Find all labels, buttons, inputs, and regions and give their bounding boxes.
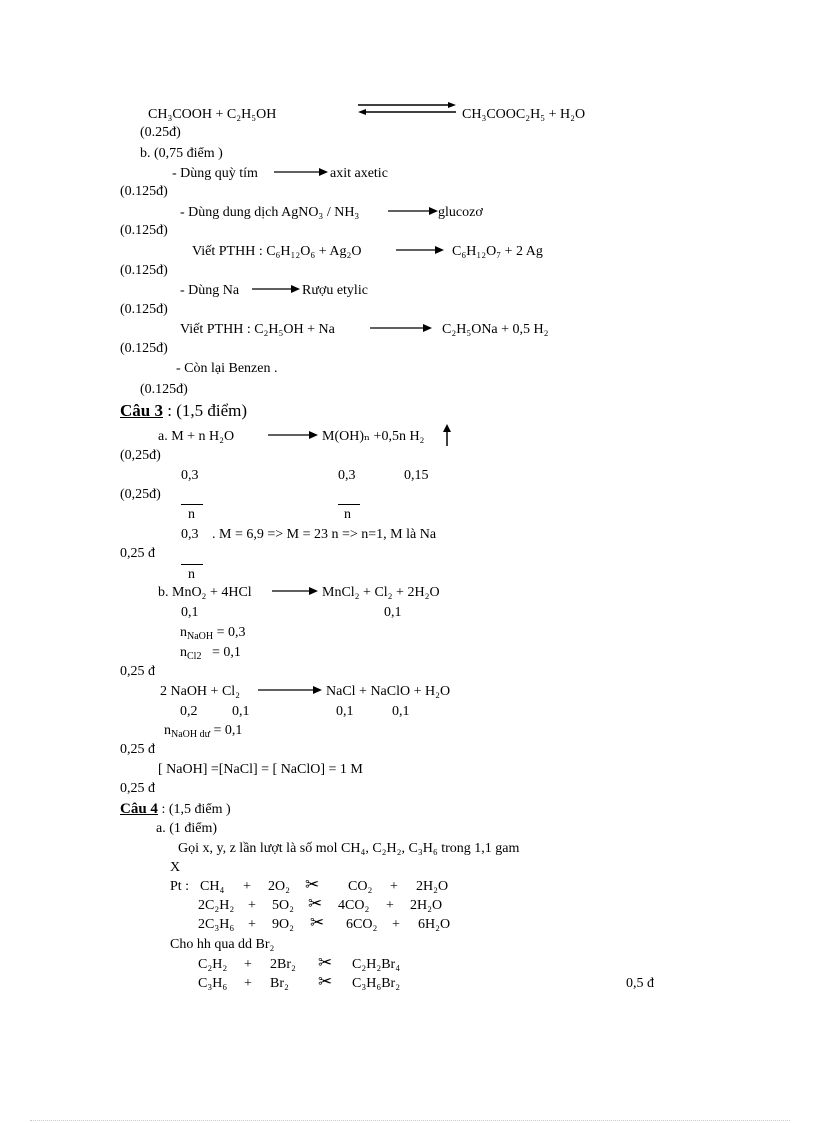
- goi-text: Gọi x, y, z lần lượt là số mol CH₄, C₂H₂, C₃H₆ trong 1,1 gam: [178, 841, 520, 856]
- agno3-text: - Dùng dung dịch AgNO₃ / NH₃: [180, 205, 360, 220]
- c3b-right: MnCl₂ + Cl₂ + 2H₂O: [322, 585, 440, 600]
- reactant: 5O₂: [272, 898, 294, 913]
- eq-naoh-right: NaCl + NaClO + H₂O: [326, 684, 451, 699]
- score: (0.125đ): [120, 341, 168, 356]
- product: C₃H₆Br₂: [352, 976, 401, 991]
- pt-label: Pt :: [170, 879, 190, 894]
- cau4-heading: [120, 800, 231, 819]
- scissors-icon: ✂: [310, 913, 325, 932]
- product: 6H₂O: [418, 917, 451, 932]
- n-cl2-value: = 0,1: [211, 645, 241, 660]
- calc-value: 0,3: [181, 527, 199, 542]
- cau3-points: : (1,5 điểm): [162, 401, 248, 420]
- score: 0,25 đ: [120, 546, 155, 561]
- eq-naoh-left: 2 NaOH + Cl₂: [160, 684, 241, 699]
- pthh1-left: Viết PTHH : C₆H₁₂O₆ + Ag₂O: [192, 244, 362, 259]
- plus: +: [390, 879, 398, 894]
- arrow-icon: [388, 206, 438, 216]
- arrow-icon: [252, 284, 300, 294]
- score: (0,25đ): [120, 487, 161, 502]
- hh-text: Cho hh qua dd Br₂: [170, 937, 275, 952]
- score: (0.125đ): [120, 263, 168, 278]
- fraction-bar: [181, 564, 203, 565]
- reactant: Br₂: [270, 976, 289, 991]
- n-naoh-du: $n_{NaOH dư} = 0,1$: [164, 723, 243, 740]
- cau3-title: Câu 3: [120, 401, 163, 420]
- score: 0,25 đ: [120, 664, 155, 679]
- quy-tim-text: - Dùng quỳ tím: [172, 166, 258, 181]
- n-cl2: $n_{Cl2}$ = 0,1: [180, 645, 241, 662]
- arrow-icon: [258, 685, 322, 695]
- scissors-icon: ✂: [305, 875, 320, 894]
- equilibrium-arrow-icon: [356, 102, 458, 116]
- mol-value: 0,2: [180, 704, 198, 719]
- mol-value: 0,1: [392, 704, 410, 719]
- product: 2H₂O: [410, 898, 443, 913]
- cau4-points: : (1,5 điểm ): [157, 802, 231, 817]
- reactant: 2O₂: [268, 879, 290, 894]
- eq1-left: CH₃COOH + C₂H₅OH: [148, 107, 277, 122]
- reactant: 2C₂H₂: [198, 898, 235, 913]
- mol-value: 0,15: [404, 468, 429, 483]
- plus: +: [244, 957, 252, 972]
- n-naoh-value: = 0,3: [216, 625, 246, 640]
- quy-tim-result: axit axetic: [330, 166, 388, 181]
- scissors-icon: ✂: [318, 953, 333, 972]
- fraction-bar: [338, 504, 360, 505]
- arrow-icon: [370, 323, 432, 333]
- reactant: 9O₂: [272, 917, 294, 932]
- plus: +: [392, 917, 400, 932]
- score: 0,25 đ: [120, 742, 155, 757]
- reactant: 2Br₂: [270, 957, 296, 972]
- score: (0.125đ): [120, 184, 168, 199]
- c3a-left: a. M + n H₂O: [158, 429, 235, 444]
- product: 6CO₂: [346, 917, 378, 932]
- scissors-icon: ✂: [308, 894, 323, 913]
- fraction-denominator: n: [344, 507, 351, 522]
- score: (0.125đ): [120, 223, 168, 238]
- plus: +: [244, 976, 252, 991]
- reactant: C₃H₆: [198, 976, 228, 991]
- plus: +: [386, 898, 394, 913]
- score: 0,5 đ: [626, 976, 654, 991]
- mol-value: 0,3: [181, 468, 199, 483]
- product: 4CO₂: [338, 898, 370, 913]
- c3a-right: M(OH)ₙ +0,5n H₂: [322, 429, 425, 444]
- plus: +: [248, 898, 256, 913]
- n-naoh-du-value: = 0,1: [213, 723, 243, 738]
- pthh2-left: Viết PTHH : C₂H₅OH + Na: [180, 322, 335, 337]
- product: C₂H₂Br₄: [352, 957, 401, 972]
- concentration-line: [ NaOH] =[NaCl] = [ NaClO] = 1 M: [158, 762, 363, 777]
- reactant: 2C₃H₆: [198, 917, 235, 932]
- score: 0,25 đ: [120, 781, 155, 796]
- c4a-heading: a. (1 điểm): [156, 821, 218, 836]
- fraction-bar: [181, 504, 203, 505]
- score: (0.125đ): [120, 302, 168, 317]
- pthh2-right: C₂H₅ONa + 0,5 H₂: [442, 322, 549, 337]
- fraction-denominator: n: [188, 567, 195, 582]
- part-b-heading: b. (0,75 điểm ): [140, 146, 223, 161]
- score: (0.125đ): [140, 382, 188, 397]
- scissors-icon: ✂: [318, 972, 333, 991]
- page-footer-divider: [30, 1120, 790, 1121]
- product: CO₂: [348, 879, 373, 894]
- fraction-denominator: n: [188, 507, 195, 522]
- mol-value: 0,1: [336, 704, 354, 719]
- mol-value: 0,1: [232, 704, 250, 719]
- score: (0,25đ): [120, 448, 161, 463]
- score: (0.25đ): [140, 125, 181, 140]
- na-text: - Dùng Na: [180, 283, 240, 298]
- pthh1-right: C₆H₁₂O₇ + 2 Ag: [452, 244, 543, 259]
- x-label: X: [170, 860, 181, 875]
- arrow-icon: [268, 430, 318, 440]
- benzen-text: - Còn lại Benzen .: [176, 361, 278, 376]
- arrow-icon: [396, 245, 444, 255]
- cau3-heading: [120, 402, 247, 420]
- agno3-result: glucozơ: [438, 205, 483, 220]
- reactant: C₂H₂: [198, 957, 228, 972]
- na-result: Rượu etylic: [302, 283, 368, 298]
- calc-text: . M = 6,9 => M = 23 n => n=1, M là Na: [212, 527, 437, 542]
- plus: +: [243, 879, 251, 894]
- reactant: CH₄: [200, 879, 225, 894]
- arrow-icon: [274, 167, 328, 177]
- mol-value: 0,3: [338, 468, 356, 483]
- plus: +: [248, 917, 256, 932]
- n-naoh: $n_{NaOH} = 0,3$: [180, 625, 246, 642]
- cau4-title: Câu 4: [120, 801, 158, 817]
- product: 2H₂O: [416, 879, 449, 894]
- mol-value: 0,1: [384, 605, 402, 620]
- eq1-right: CH₃COOC₂H₅ + H₂O: [462, 107, 586, 122]
- gas-up-arrow-icon: [442, 424, 452, 446]
- mol-value: 0,1: [181, 605, 199, 620]
- arrow-icon: [272, 586, 318, 596]
- c3b-left: b. MnO₂ + 4HCl: [158, 585, 252, 600]
